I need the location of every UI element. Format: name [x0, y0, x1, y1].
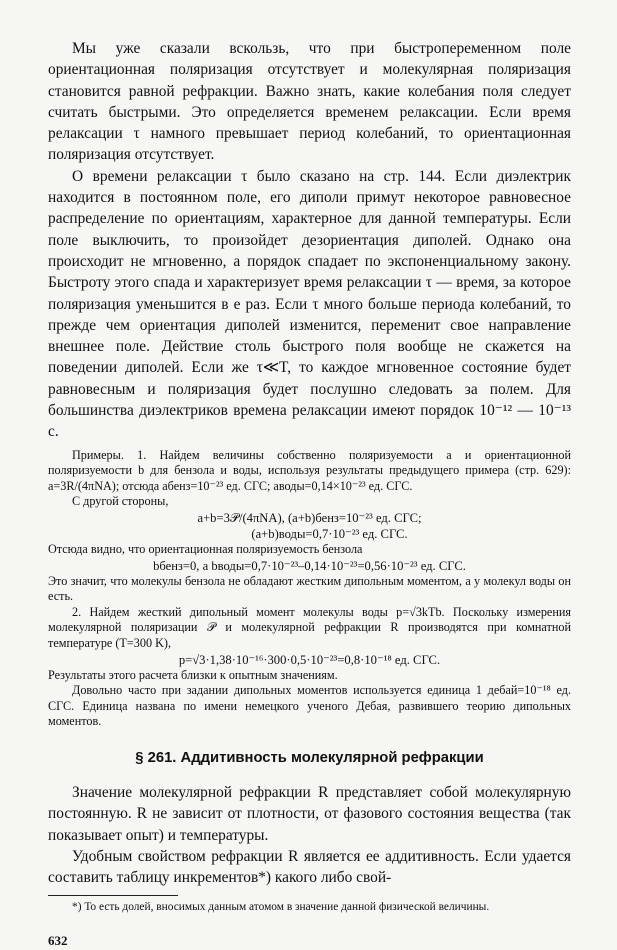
- book-page: [48, 38, 571, 949]
- formula-orientation-polarizability: bбенз=0, а bводы=0,7·10⁻²³–0,14·10⁻²³=0,56·10⁻²³ ед. СГС.: [153, 558, 466, 573]
- paragraph-refraction-constant: Значение молекулярной рефракции R представляет собой молекулярную постоянную. R не зависит от плотности, от фазового состояния вещества (так показывает опыт) и температуры.: [48, 783, 571, 844]
- example-meaning: Это значит, что молекулы бензола не обладают жестким дипольным моментом, а у молекул воды он есть.: [48, 573, 571, 604]
- example-debye-unit: Довольно часто при задании дипольных моментов используется единица 1 дебай=10⁻¹⁸ ед. СГС. Единица названа по имени немецкого ученого Дебая, развившего теорию дипольных моментов.: [48, 683, 571, 729]
- example-1-text: Примеры. 1. Найдем величины собственно поляризуемости a и ориентационной поляризуемости b для бензола и воды, используя результаты предыдущего примера (стр. 629): a=3R/(4πNA); отсюда aбенз=10⁻²³ ед. СГС; aводы=0,14×10⁻²³ ед. СГС.: [48, 447, 571, 493]
- example-results: Результаты этого расчета близки к опытным значениям.: [48, 667, 338, 682]
- section-heading: § 261. Аддитивность молекулярной рефракции: [135, 749, 484, 766]
- formula-dipole-moment: p=√3·1,38·10⁻¹⁶·300·0,5·10⁻²³=0,8·10⁻¹⁸ ед. СГС.: [178, 652, 441, 667]
- formula-water-sum: (a+b)воды=0,7·10⁻²³ ед. СГС.: [251, 527, 408, 542]
- footnote: *) То есть долей, вносимых данным атомом в значение данной физической величины.: [72, 901, 490, 914]
- paragraph-relaxation-time: О времени релаксации τ было сказано на стр. 144. Если диэлектрик находится в постоянном поле, его диполи примут некоторое равновесное распределение по ориентациям, характерное для данной температуры. Если поле выключить, то произойдет дезориентация диполей. Однако она происходит не мгновенно, а порядок спадает по экспоненциальному закону. Быстроту этого спада и характеризует время релаксации τ — время, за которое поляризация уменьшится в e раз. Если τ много больше периода колебаний, то прежде чем ориентация диполей изменится, переменит свое направление внешнее поле. Действие столь быстрого поля вообще не скажется на поведении диполей. Если же τ≪T, то каждое мгновенное состояние будет равновесным и поляризация будет послушно следовать за полем. Для большинства диэлектриков времена релаксации имеют порядок 10⁻¹² — 10⁻¹³ с.: [48, 167, 571, 441]
- example-other-side: С другой стороны,: [72, 494, 169, 509]
- formula-polarizability-sum: a+b=3𝒫/(4πNA), (a+b)бенз=10⁻²³ ед. СГС;: [197, 511, 422, 526]
- paragraph-refraction-additivity: Удобным свойством рефракции R является ее аддитивность. Если удается составить таблицу инкрементов*) какого либо свой-: [48, 847, 571, 887]
- example-hence: Отсюда видно, что ориентационная поляризуемость бензола: [48, 542, 363, 557]
- paragraph-relaxation-intro: Мы уже сказали вскользь, что при быстропеременном поле ориентационная поляризация отсутствует и молекулярная поляризация становится равной рефракции. Важно знать, какие колебания поля следует считать быстрыми. Это определяется временем релаксации. Если время релаксации τ намного превышает период колебаний, то ориентационная поляризация отсутствует.: [48, 40, 571, 164]
- example-2-text: 2. Найдем жесткий дипольный момент молекулы воды p=√3kTb. Поскольку измерения молекулярной поляризации 𝒫 и молекулярной рефракции R производятся при комнатной температуре (T=300 K),: [48, 604, 571, 650]
- page-number: 632: [48, 933, 68, 949]
- footnote-rule: [48, 895, 178, 896]
